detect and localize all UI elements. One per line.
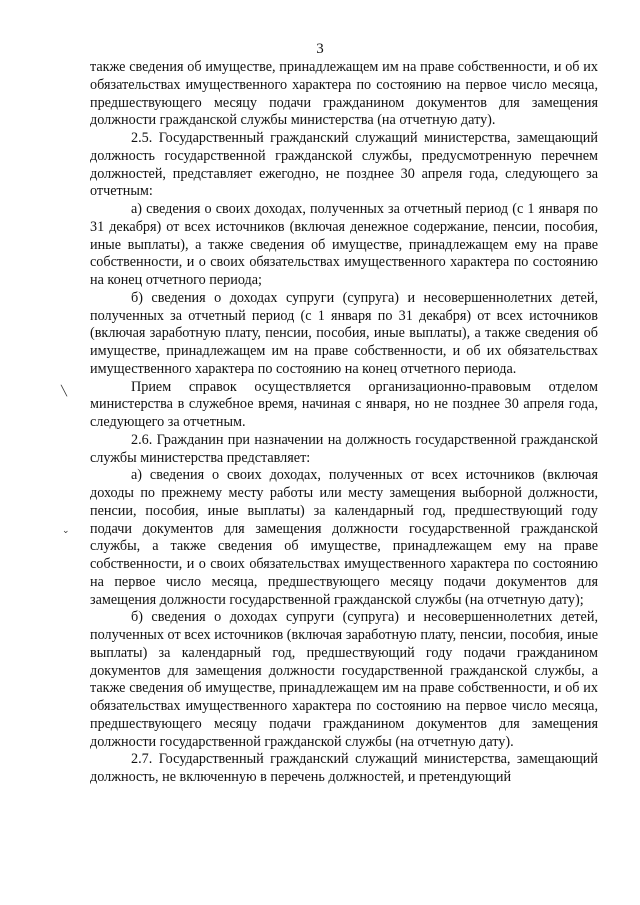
paragraph: 2.7. Государственный гражданский служащий министерства, замещающий должность, не включенную в перечень должностей, и претендующий [90,751,598,785]
paragraph: 2.6. Гражданин при назначении на должность государственной гражданской службы министерства представляет: [90,431,598,466]
paragraph: а) сведения о своих доходах, полученных от всех источников (включая доходы по прежнему месту работы или месту замещения выборной должности, пенсии, пособия, иные выплаты) за календарный год, предшествующий году подачи документов для замещения должности государственной гражданской службы, а также сведения об имуществе, принадлежащем ему на праве собственности, и о своих обязательствах имущественного характера по состоянию на первое число месяца, предшествующего месяцу подачи документов для замещения должности государственной гражданской службы (на отчетную дату); [90,467,598,608]
paragraph: также сведения об имуществе, принадлежащем им на праве собственности, и об их обязательствах имущественного характера по состоянию на первое число месяца, предшествующего месяцу подачи гражданином документов для замещения должности гражданской службы министерства (на отчетную дату). [90,59,598,129]
scan-mark: ╲ [61,386,68,397]
paragraph: б) сведения о доходах супруги (супруга) и несовершеннолетних детей, полученных от всех источников (включая заработную плату, пенсии, пособия, иные выплаты) за календарный год, предшествующий году подачи гражданином документов для замещения должности государственной гражданской службы, а также сведения об имуществе, принадлежащем им на праве собственности, и об их обязательствах имущественного характера по состоянию на первое число месяца, предшествующего месяцу подачи гражданином документов для замещения должности государственной гражданской службы (на отчетную дату). [90,609,598,750]
paragraph: 2.5. Государственный гражданский служащий министерства, замещающий должность государственной гражданской службы, предусмотренную перечнем должностей, представляет ежегодно, не позднее 30 апреля года, следующего за отчетным: [90,130,598,200]
paragraph: а) сведения о своих доходах, полученных за отчетный период (с 1 января по 31 декабря) от всех источников (включая денежное содержание, пенсии, пособия, иные выплаты), а также сведения об имуществе, принадлежащем ему на праве собственности, и о своих обязательствах имущественного характера по состоянию на конец отчетного периода; [90,201,598,288]
document-body [90,59,598,787]
paragraph: Прием справок осуществляется организационно-правовым отделом министерства в служебное время, начиная с января, но не позднее 30 апреля года, следующего за отчетным. [90,378,598,430]
scan-mark: ⌄ [62,526,70,536]
paragraph: б) сведения о доходах супруги (супруга) и несовершеннолетних детей, полученных за отчетный период (с 1 января по 31 декабря) от всех источников (включая заработную плату, пенсии, пособия, иные выплаты), а также сведения об имуществе, принадлежащем им на праве собственности, и об их обязательствах имущественного характера по состоянию на конец отчетного периода. [90,289,598,377]
page-number: 3 [316,41,324,57]
